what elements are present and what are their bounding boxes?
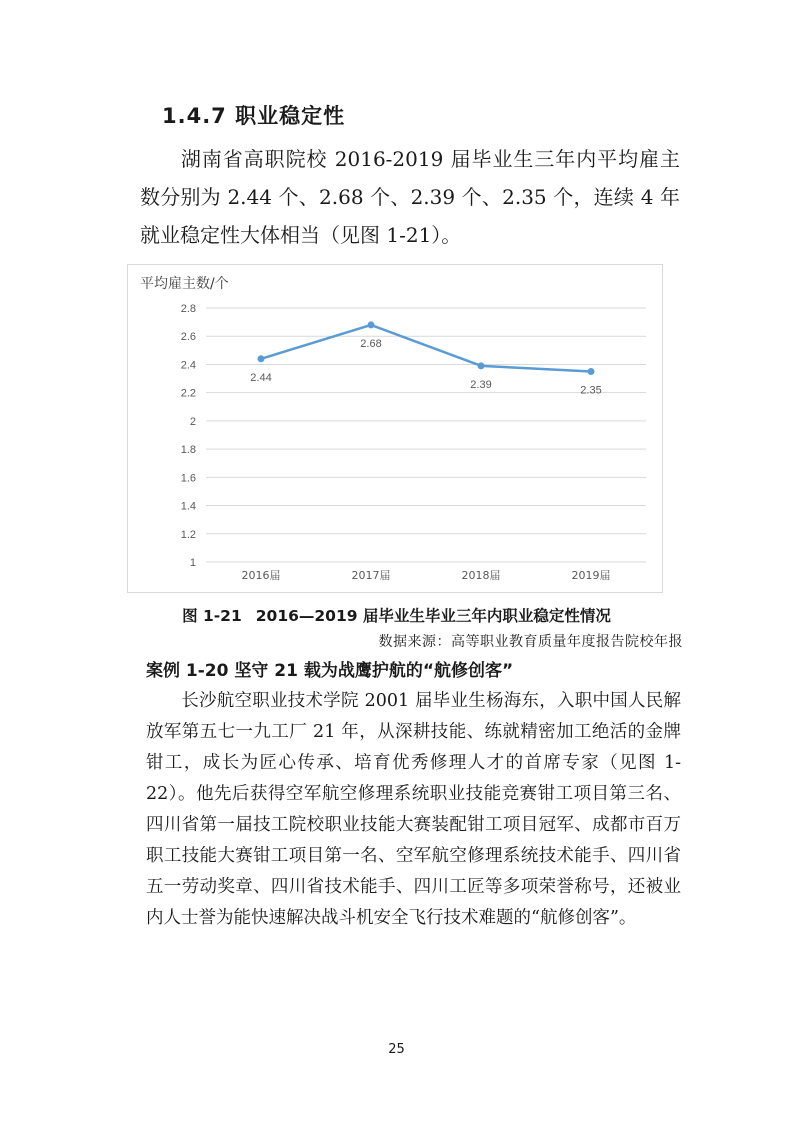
data-label: 2.44 bbox=[250, 371, 272, 384]
case-title: 案例 1-20 坚守 21 载为战鹰护航的“航修创客” bbox=[146, 661, 514, 681]
page-number: 25 bbox=[388, 1042, 405, 1057]
figure-caption bbox=[0, 604, 793, 626]
data-point bbox=[588, 368, 595, 375]
section-heading: 1.4.7 职业稳定性 bbox=[162, 104, 346, 128]
data-label: 2.68 bbox=[360, 337, 382, 350]
data-point bbox=[368, 321, 375, 328]
y-tick-label: 1.2 bbox=[180, 528, 196, 541]
data-label: 2.39 bbox=[470, 378, 492, 391]
y-tick-label: 2.2 bbox=[180, 387, 196, 400]
y-tick-label: 1.4 bbox=[180, 500, 196, 513]
x-tick-label: 2019届 bbox=[571, 569, 611, 582]
y-tick-label: 1.6 bbox=[180, 472, 196, 485]
y-tick-label: 2 bbox=[189, 415, 196, 428]
y-tick-label: 1 bbox=[189, 557, 196, 569]
figure-number: 图 1-21 bbox=[182, 607, 242, 625]
data-label: 2.35 bbox=[580, 384, 602, 397]
figure-caption-text: 2016—2019 届毕业生毕业三年内职业稳定性情况 bbox=[255, 607, 611, 625]
y-tick-label: 2.8 bbox=[180, 303, 196, 315]
intro-text: 湖南省高职院校 2016-2019 届毕业生三年内平均雇主数分别为 2.44 个、2.68 个、2.39 个、2.35 个，连续 4 年就业稳定性大体相当（见图 1-21）。 bbox=[140, 147, 680, 247]
case-paragraph bbox=[146, 686, 681, 934]
y-tick-label: 1.8 bbox=[180, 444, 196, 457]
y-tick-label: 2.6 bbox=[180, 331, 196, 344]
data-point bbox=[478, 362, 485, 369]
chart-container bbox=[127, 264, 663, 593]
x-tick-label: 2016届 bbox=[241, 569, 281, 582]
data-point bbox=[258, 355, 265, 362]
line-chart bbox=[128, 265, 662, 592]
intro-paragraph bbox=[140, 140, 680, 254]
case-text: 长沙航空职业技术学院 2001 届毕业生杨海东，入职中国人民解放军第五七一九工厂 21 年，从深耕技能、练就精密加工绝活的金牌钳工，成长为匠心传承、培育优秀修理人才的首席专家（见图 1-22）。他先后获得空军航空修理系统职业技能竞赛钳工项目第三名、四川省第一届技工院校职业技能大赛装配钳工项目冠军、成都市百万职工技能大赛钳工项目第一名、空军航空修理系统技术能手、四川省五一劳动奖章、四川省技术能手、四川工匠等多项荣誉称号，还被业内人士誉为能快速解决战斗机安全飞行技术难题的“航修创客”。 bbox=[146, 691, 681, 928]
chart-title: 平均雇主数/个 bbox=[140, 276, 229, 292]
x-tick-label: 2017届 bbox=[351, 569, 391, 582]
data-source: 数据来源：高等职业教育质量年度报告院校年报 bbox=[378, 634, 683, 650]
y-tick-label: 2.4 bbox=[180, 359, 196, 372]
x-tick-label: 2018届 bbox=[461, 569, 501, 582]
